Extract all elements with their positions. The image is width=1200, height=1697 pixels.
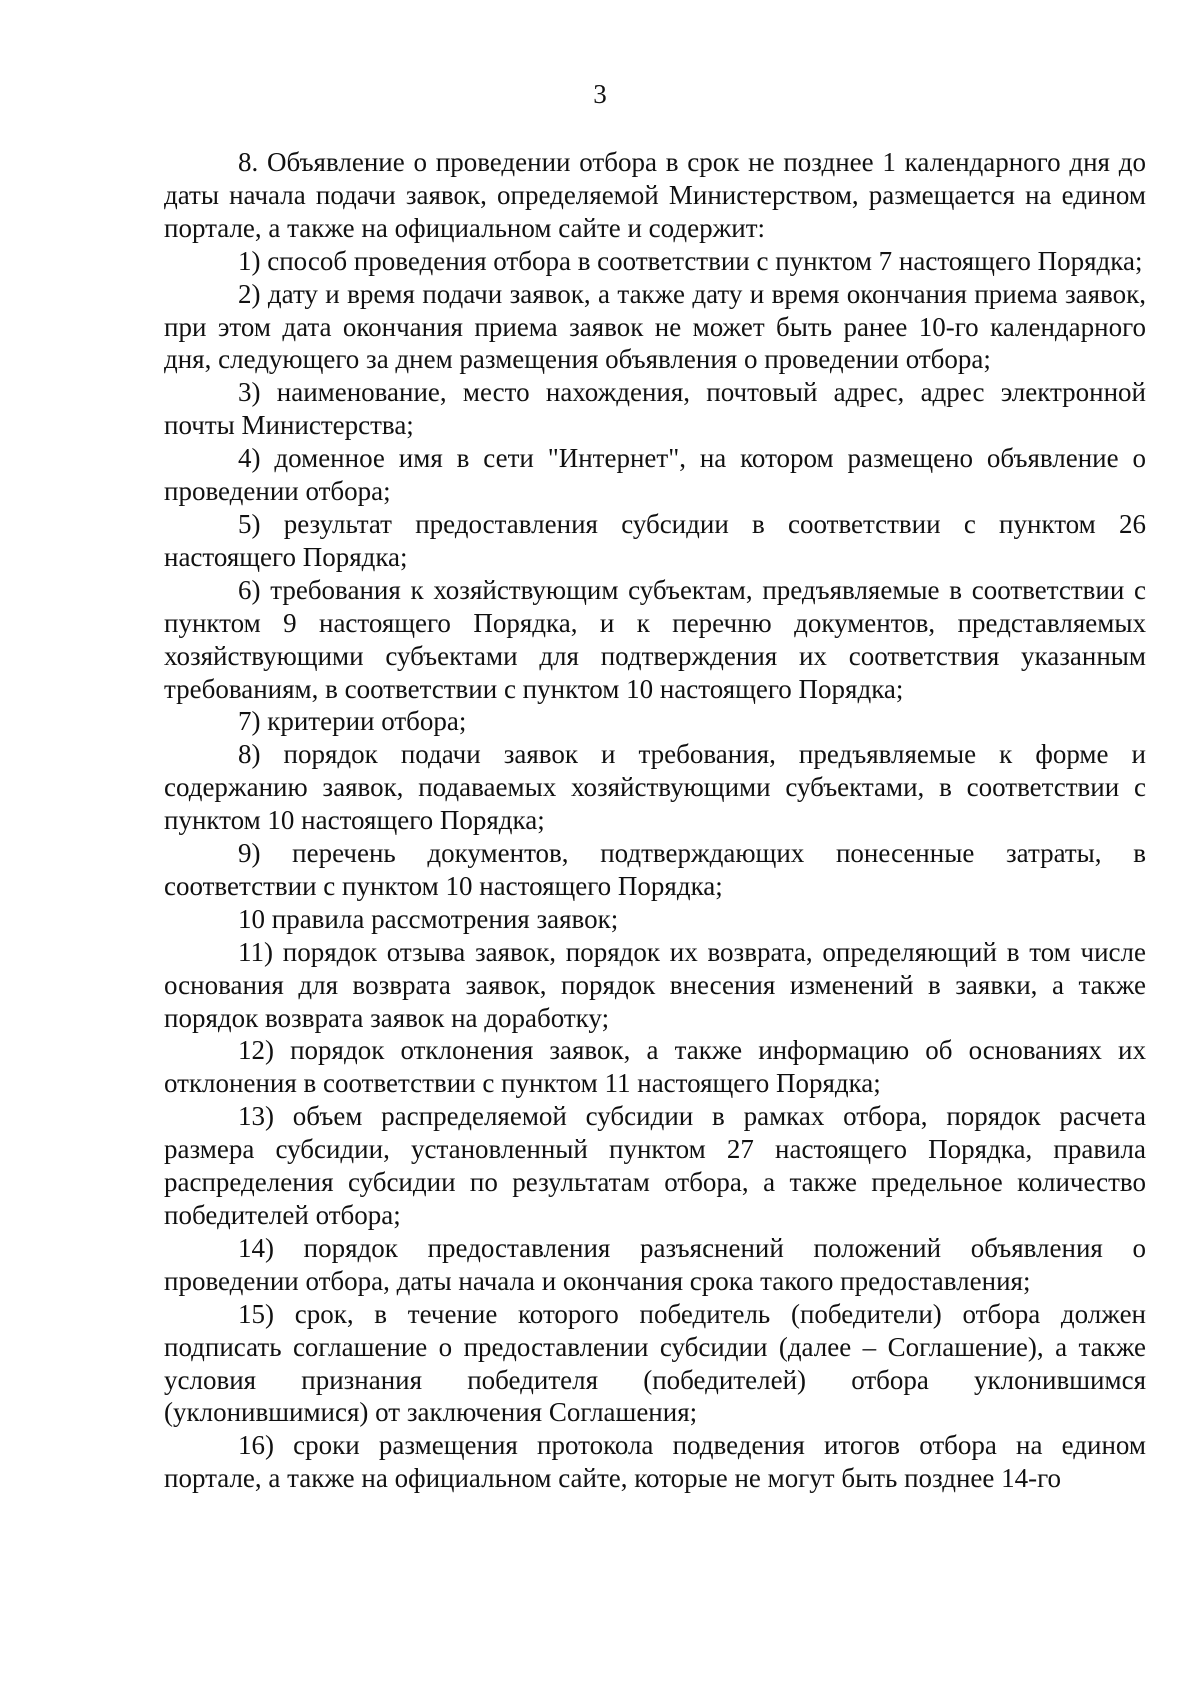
list-item: 15) срок, в течение которого победитель (победители) отбора должен подписать соглашение о предоставлении субсидии (далее – Соглашение), а также условия признания победителя (победителей) отбора уклонившимся (уклонившимися) от заключения Соглашения; — [164, 1298, 1146, 1428]
paragraph-announcement: 8. Объявление о проведении отбора в срок не позднее 1 календарного дня до даты начала подачи заявок, определяемой Министерством, размещается на едином портале, а также на официальном сайте и содержит: — [164, 147, 1146, 243]
list-item: 12) порядок отклонения заявок, а также информацию об основаниях их отклонения в соответствии с пунктом 11 настоящего Порядка; — [164, 1035, 1146, 1099]
list-item: 5) результат предоставления субсидии в соответствии с пунктом 26 настоящего Порядка; — [164, 508, 1146, 572]
page-number: 3 — [593, 79, 607, 109]
list-item: 9) перечень документов, подтверждающих понесенные затраты, в соответствии с пунктом 10 настоящего Порядка; — [164, 838, 1146, 901]
list-item: 6) требования к хозяйствующим субъектам, предъявляемые в соответствии с пунктом 9 настоящего Порядка, и к перечню документов, представляемых хозяйствующими субъектами для подтверждения их соответствия указанным требованиям, в соответствии с пунктом 10 настоящего Порядка; — [164, 574, 1146, 704]
list-item: 4) доменное имя в сети "Интернет", на котором размещено объявление о проведении отбора; — [164, 443, 1146, 507]
list-item: 10 правила рассмотрения заявок; — [238, 903, 619, 934]
list-item: 11) порядок отзыва заявок, порядок их возврата, определяющий в том числе основания для возврата заявок, порядок внесения изменений в заявки, а также порядок возврата заявок на доработку; — [164, 936, 1146, 1033]
list-item: 14) порядок предоставления разъяснений положений объявления о проведении отбора, даты начала и окончания срока такого предоставления; — [164, 1232, 1146, 1296]
list-item: 16) сроки размещения протокола подведения итогов отбора на едином портале, а также на официальном сайте, которые не могут быть позднее 14-го — [164, 1430, 1146, 1494]
list-item: 1) способ проведения отбора в соответствии с пунктом 7 настоящего Порядка; — [238, 245, 1143, 276]
list-item: 3) наименование, место нахождения, почтовый адрес, адрес электронной почты Министерства; — [164, 377, 1146, 441]
list-item: 13) объем распределяемой субсидии в рамках отбора, порядок расчета размера субсидии, установленный пунктом 27 настоящего Порядка, правила распределения субсидии по результатам отбора, а также предельное количество победителей отбора; — [164, 1101, 1146, 1230]
document-body — [164, 146, 1146, 1495]
list-item: 8) порядок подачи заявок и требования, предъявляемые к форме и содержанию заявок, подаваемых хозяйствующими субъектами, в соответствии с пунктом 10 настоящего Порядка; — [164, 739, 1146, 836]
list-item: 7) критерии отбора; — [238, 706, 467, 737]
list-item: 2) дату и время подачи заявок, а также дату и время окончания приема заявок, при этом дата окончания приема заявок не может быть ранее 10-го календарного дня, следующего за днем размещения объявления о проведении отбора; — [164, 278, 1146, 375]
